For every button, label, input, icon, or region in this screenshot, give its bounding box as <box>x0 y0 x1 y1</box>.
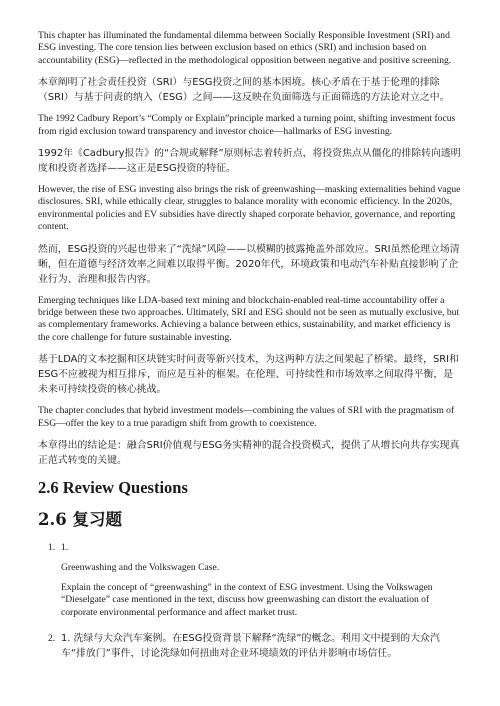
paragraph-4-zh: 基于LDA的文本挖掘和区块链实时问责等新兴技术，为这两种方法之间架起了桥梁。最终，SRI和ESG不应被视为相互排斥，而应是互补的框架。在伦理、可持续性和市场效率之间取得平衡，是未来可持续投资的核心挑战。 <box>38 354 459 396</box>
question-1-number: 1. <box>48 542 56 554</box>
question-2-number: 2. <box>48 633 56 645</box>
paragraph-4-en: Emerging techniques like LDA-based text mining and blockchain-enabled real-time accountability offer a bridge between these two approaches. Ultimately, SRI and ESG should not be seen as mutually exclusive, but as complementary frameworks. Achieving a balance between ethics, sustainability, and market efficiency is the core challenge for future sustainable investing. <box>38 294 460 343</box>
question-1-title: Greenwashing and the Volkswagen Case. <box>61 561 220 573</box>
question-1 <box>38 542 462 619</box>
review-questions-heading-zh: 2.6 复习题 <box>38 510 122 530</box>
paragraph-1-en: This chapter has illuminated the fundamental dilemma between Socially Responsible Investment (SRI) and ESG investing. The core tension lies between exclusion based on ethics (SRI) and inclusion based on accountability (ESG)—reflected in the methodological opposition between negative and positive screening. <box>38 30 452 66</box>
paragraph-5-zh: 本章得出的结论是：融合SRI价值观与ESG务实精神的混合投资模式，提供了从增长向共存实现真正范式转变的关键。 <box>38 440 460 467</box>
question-2-text: 1. 洗绿与大众汽车案例。在ESG投资背景下解释“洗绿”的概念。利用文中提到的大众汽车“排放门”事件，讨论洗绿如何扭曲对企业环境绩效的评估并影响市场信任。 <box>61 633 440 660</box>
paragraph-3-en: However, the rise of ESG investing also brings the risk of greenwashing—masking externalities behind vague disclosures. SRI, while ethically clear, struggles to balance morality with economic efficiency. In the 2020s, environmental policies and EV subsidies have directly shaped corporate behavior, governance, and reporting content. <box>38 184 461 233</box>
paragraph-2-en: The 1992 Cadbury Report’s “Comply or Explain”principle marked a turning point, shifting investment focus from rigid exclusion toward transparency and investor choice—hallmarks of ESG investing. <box>38 113 456 137</box>
review-questions-heading-en: 2.6 Review Questions <box>38 478 188 498</box>
paragraph-3-zh: 然而，ESG投资的兴起也带来了“洗绿”风险——以模糊的披露掩盖外部效应。SRI虽然伦理立场清晰，但在道德与经济效率之间难以取得平衡。2020年代，环境政策和电动汽车补贴直接影响了企业行为、治理和报告内容。 <box>38 243 460 285</box>
question-1-sub-number: 1. <box>61 542 69 554</box>
question-2 <box>38 631 462 661</box>
paragraph-2-zh: 1992年《Cadbury报告》的“合规或解释”原则标志着转折点，将投资焦点从僵化的排除转向透明度和投资者选择——这正是ESG投资的特征。 <box>38 148 461 175</box>
paragraph-1-zh: 本章阐明了社会责任投资（SRI）与ESG投资之间的基本困境。核心矛盾在于基于伦理的排除（SRI）与基于问责的纳入（ESG）之间——这反映在负面筛选与正面筛选的方法论对立之中。 <box>38 77 450 104</box>
paragraph-5-en: The chapter concludes that hybrid investment models—combining the values of SRI with the pragmatism of ESG—offer the key to a true paradigm shift from growth to coexistence. <box>38 405 455 429</box>
question-1-body: Explain the concept of “greenwashing” in the context of ESG investment. Using the Volkswagen “Dieselgate” case mentioned in the text, discuss how greenwashing can distort the evaluation of corporate environmental performance and affect market trust. <box>61 581 433 618</box>
